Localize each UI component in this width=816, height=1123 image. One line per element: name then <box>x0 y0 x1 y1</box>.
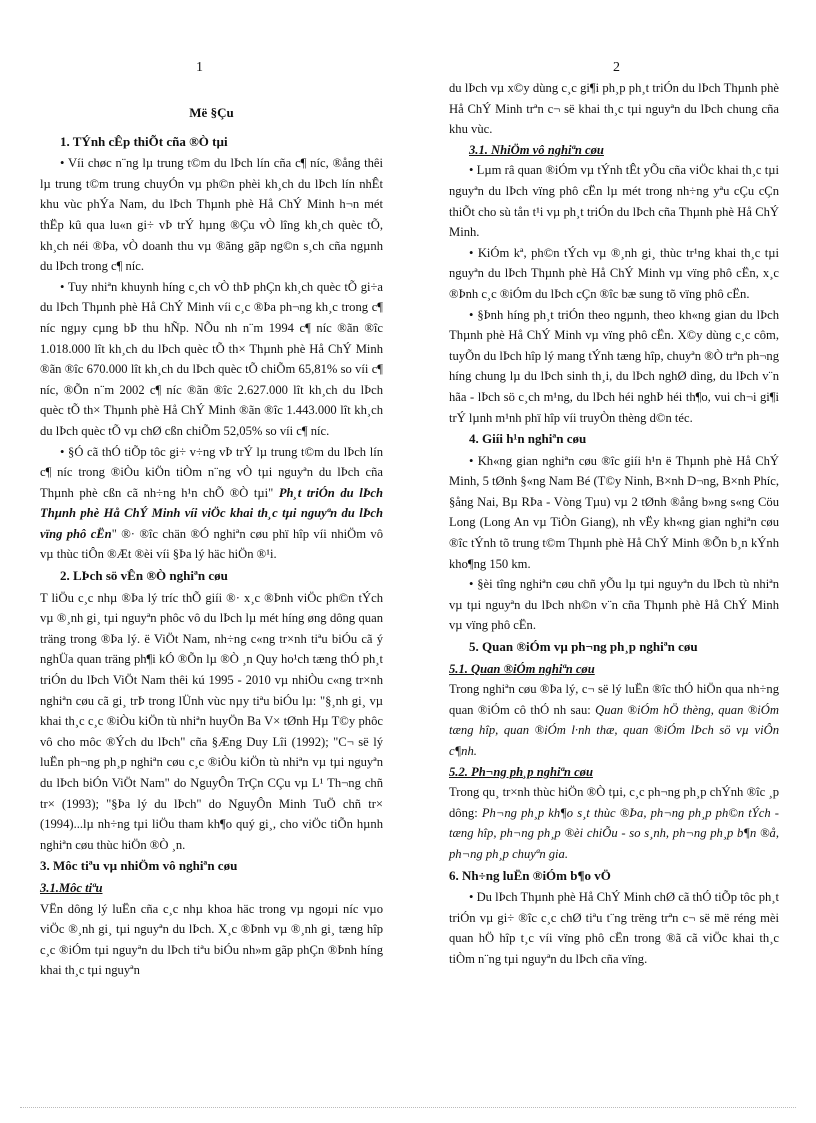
section-heading-3: 3. Môc tiªu vµ nhiÖm vô nghiªn cøu <box>40 858 238 874</box>
page-number-right: 2 <box>613 60 620 75</box>
paragraph: • Tuy nhiªn khuynh híng c¸ch vÒ thÞ phÇn kh¸ch quèc tÕ gi÷a du lÞch Thµnh phè Hå ChÝ Minh víi c¸c ®Þa ph¬ng kh¸c trong c¶ níc ngµy cµng bÞ thu hÑp. NÕu nh n¨m 1994 c¶ níc ®ãn ®îc 1.018.000 lît kh¸ch du lÞch quèc tÕ th× Thµnh phè Hå ChÝ Minh ®ãn ®îc 670.000 lît kh¸ch du lÞch quèc tÕ chiÕm 65,81% so víi c¶ níc, ®Õn n¨m 2002 c¶ níc ®ãn ®îc 2.627.000 lît kh¸ch du lÞch quèc tÕ th× Thµnh phè Hå ChÝ Minh ®ãn ®îc 1.443.000 lît kh¸ch du lÞch quèc tÕ vµ chØ cßn chiÕm 52,05% so víi c¶ níc. <box>40 279 383 438</box>
paragraph-italic: Quan ®iÓm hÖ thèng, quan ®iÓm tæng hîp, quan ®iÓm l·nh thæ, quan ®iÓm lÞch sö vµ viÔn c¶nh. <box>449 702 779 758</box>
paragraph: • Kh«ng gian nghiªn cøu ®îc giíi h¹n ë Thµnh phè Hå ChÝ Minh, 5 tØnh §«ng Nam Bé (T©y Ninh, B×nh D¬ng, B×nh Phíc, §ång Nai, Bµ RÞa - Vòng Tµu) vµ 2 tØnh ®ång b»ng s«ng Cöu Long (Long An vµ TiÒn Giang), nh vËy kh«ng gian nghiªn cøu ®îc tÝnh tõ trung t©m Thµnh phè Hå ChÝ Minh ®Õn b¸n kÝnh kho¶ng 150 km. <box>449 453 779 571</box>
paragraph: T liÖu c¸c nhµ ®Þa lý tríc thÕ giíi ®· x¸c ®Þnh viÖc ph©n tÝch vµ ®¸nh gi¸ tµi nguyªn phôc vô du lÞch lµ mét híng øng dông quan träng trong ®Þa lý. ë ViÖt Nam, nh÷ng c«ng tr×nh tiªu biÓu cã ý nghÜa quan träng ph¶i kÓ ®Õn lµ ®Ò ¸n Quy ho¹ch tæng thÓ ph¸t triÓn du lÞch ViÖt Nam thêi kú 1995 - 2010 vµ nhiÒu c«ng tr×nh nghiªn cøu cã gi¸ trÞ trong lÜnh vùc nµy tiªu biÓu lµ: "§¸nh gi¸ vµ khai th¸c c¸c ®iÒu kiÖn tù nhiªn huyÖn Ba V× tØnh Hµ T©y phôc vô cho môc ®Ých du lÞch" cña §Æng Duy Lîi (1992); "C¬ së lý luËn ph¬ng ph¸p nghiªn cøu c¸c ®iÒu kiÖn tù nhiªn vµ tµi nguyªn du lÞch biÓn ViÖt Nam" do NguyÔn TrÇn CÇu vµ L¹ Th¬ng chñ tr× (1993); "§Þa lý du lÞch" do NguyÔn Minh TuÖ chñ tr× (1994)...lµ nh÷ng tµi liÖu tham kh¶o quý gi¸, cho viÖc tiÕn hµnh nghiªn cøu thùc hiÖn ®Ò ¸n. <box>40 590 383 852</box>
paragraph: du lÞch vµ x©y dùng c¸c gi¶i ph¸p ph¸t triÓn du lÞch Thµnh phè Hå ChÝ Minh trªn c¬ së khai th¸c tµi nguyªn du lÞch chung cña khu vùc. <box>449 81 779 137</box>
section-heading-5: 5. Quan ®iÓm vµ ph¬ng ph¸p nghiªn cøu <box>469 639 698 655</box>
paragraph-text: • §Ó cã thÓ tiÕp tôc gi÷ v÷ng vÞ trÝ lµ trung t©m du lÞch lín c¶ níc trong ®iÒu kiÖn tiÒm n¨ng vÒ tµi nguyªn du lÞch cña Thµnh phè cßn cã nh÷ng h¹n chÕ ®Ò tµi" <box>40 444 383 500</box>
left-column <box>40 78 383 981</box>
subsection-heading: 5.2. Ph¬ng ph¸p nghiªn cøu <box>449 764 593 779</box>
document-title: Më §Çu <box>189 105 234 120</box>
page-number-left: 1 <box>196 60 203 75</box>
paragraph: • §èi tîng nghiªn cøu chñ yÕu lµ tµi nguyªn du lÞch tù nhiªn vµ tµi nguyªn du lÞch nh©n v¨n cña Thµnh phè Hå ChÝ Minh vµ vïng phô cËn. <box>449 577 779 633</box>
paragraph-text: " ®· ®îc chän ®Ó nghiªn cøu phï hîp víi nhiÖm vô vµ thùc tiÔn ®Æt ®èi víi §Þa lý häc hiÖn ®¹i. <box>40 526 384 562</box>
paragraph: • Lµm râ quan ®iÓm vµ tÝnh tÊt yÕu cña viÖc khai th¸c tµi nguyªn du lÞch vïng phô cËn lµ mét trong nh÷ng yªu cÇu cÇn thiÕt cho sù tån t¹i vµ ph¸t triÓn du lÞch cña Thµnh phè Hå ChÝ Minh. <box>449 163 779 240</box>
paragraph: • §Þnh híng ph¸t triÓn theo ngµnh, theo kh«ng gian du lÞch Thµnh phè Hå ChÝ Minh vµ vïng phô cËn. X©y dùng c¸c côm, tuyÕn du lÞch hîp lý mang tÝnh tæng hîp, chuyªn ®Ò trªn ph¬ng híng chung lµ du lÞch sinh th¸i, du lÞch nghØ dìng, du lÞch v¨n hãa - lÞch sö c¸ch m¹ng, du lÞch héi nghÞ héi th¶o, vui ch¬i gi¶i trÝ lµnh m¹nh phï hîp víi truyÒn thèng d©n téc. <box>449 307 779 425</box>
paragraph <box>449 782 779 864</box>
subsection-heading: 3.1. NhiÖm vô nghiªn cøu <box>469 142 604 157</box>
right-column <box>449 78 779 970</box>
section-heading-4: 4. Giíi h¹n nghiªn cøu <box>469 431 587 447</box>
section-heading-2: 2. LÞch sö vÊn ®Ò nghiªn cøu <box>60 568 228 584</box>
thesis-title: Ph¸t triÓn du lÞch Thµnh phè Hå ChÝ Minh víi viÖc khai th¸c tµi nguyªn du lÞch vïng phô cËn <box>40 485 383 541</box>
paragraph-text: Trong nghiªn cøu ®Þa lý, c¬ së lý luËn ®îc thÓ hiÖn qua nh÷ng quan ®iÓm cô thÓ nh sau: <box>449 682 779 717</box>
paragraph: • Víi chøc n¨ng lµ trung t©m du lÞch lín cña c¶ níc, ®ång thêi lµ trung t©m trung chuyÓn vµ ph©n phèi kh¸ch du lÞch lín nhÊt khu vùc phÝa Nam, du lÞch Thµnh phè Hå ChÝ Minh h¬n mét thËp kû qua lu«n gi÷ vÞ trÝ hµng ®Çu vÒ lîng kh¸ch quèc tÕ, kh¸ch néi ®Þa, vÒ doanh thu vµ ®ãng gãp ng©n s¸ch cña ngµnh du lÞch trong c¶ níc. <box>40 156 383 274</box>
paragraph: VËn dông lý luËn cña c¸c nhµ khoa häc trong vµ ngoµi níc vµo viÖc ®¸nh gi¸ tµi nguyªn du lÞch. X¸c ®Þnh vµ ®¸nh gi¸ tæng hîp c¸c ®iÓm tµi nguyªn du lÞch tiªu biÓu nh»m gãp phÇn ®Þnh híng khai th¸c tµi nguyªn <box>40 901 383 978</box>
paragraph <box>449 679 779 761</box>
paragraph: • Du lÞch Thµnh phè Hå ChÝ Minh chØ cã thÓ tiÕp tôc ph¸t triÓn vµ gi÷ ®îc c¸c chØ tiªu t¨ng trëng trªn c¬ së më réng mèi quan hÖ hîp t¸c víi vïng phô cËn trong ®ã cã viÖc khai th¸c tiÒm n¨ng tµi nguyªn du lÞch cña vïng. <box>449 890 779 966</box>
paragraph <box>40 442 383 566</box>
paragraph: • KiÓm kª, ph©n tÝch vµ ®¸nh gi¸ thùc tr¹ng khai th¸c tµi nguyªn du lÞch Thµnh phè Hå ChÝ Minh vµ vïng phô cËn, x¸c ®Þnh c¸c ®iÓm du lÞch cÇn ®îc bæ sung tõ vïng phô cËn. <box>449 245 779 301</box>
paragraph-text: Trong qu¸ tr×nh thùc hiÖn ®Ò tµi, c¸c ph¬ng ph¸p chÝnh ®îc ¸p dông: <box>449 785 779 820</box>
paragraph-italic: Ph¬ng ph¸p kh¶o s¸t thùc ®Þa, ph¬ng ph¸p ph©n tÝch - tæng hîp, ph¬ng ph¸p ®èi chiÕu - so s¸nh, ph¬ng ph¸p b¶n ®å, ph¬ng ph¸p chuyªn gia. <box>449 805 780 861</box>
subsection-heading: 5.1. Quan ®iÓm nghiªn cøu <box>449 661 595 676</box>
section-heading-6: 6. Nh÷ng luËn ®iÓm b¶o vÖ <box>449 867 611 883</box>
page-bottom-rule <box>20 1107 796 1108</box>
section-heading-1: 1. TÝnh cÊp thiÕt cña ®Ò tµi <box>60 133 228 149</box>
subsection-heading: 3.1.Môc tiªu <box>40 880 103 895</box>
